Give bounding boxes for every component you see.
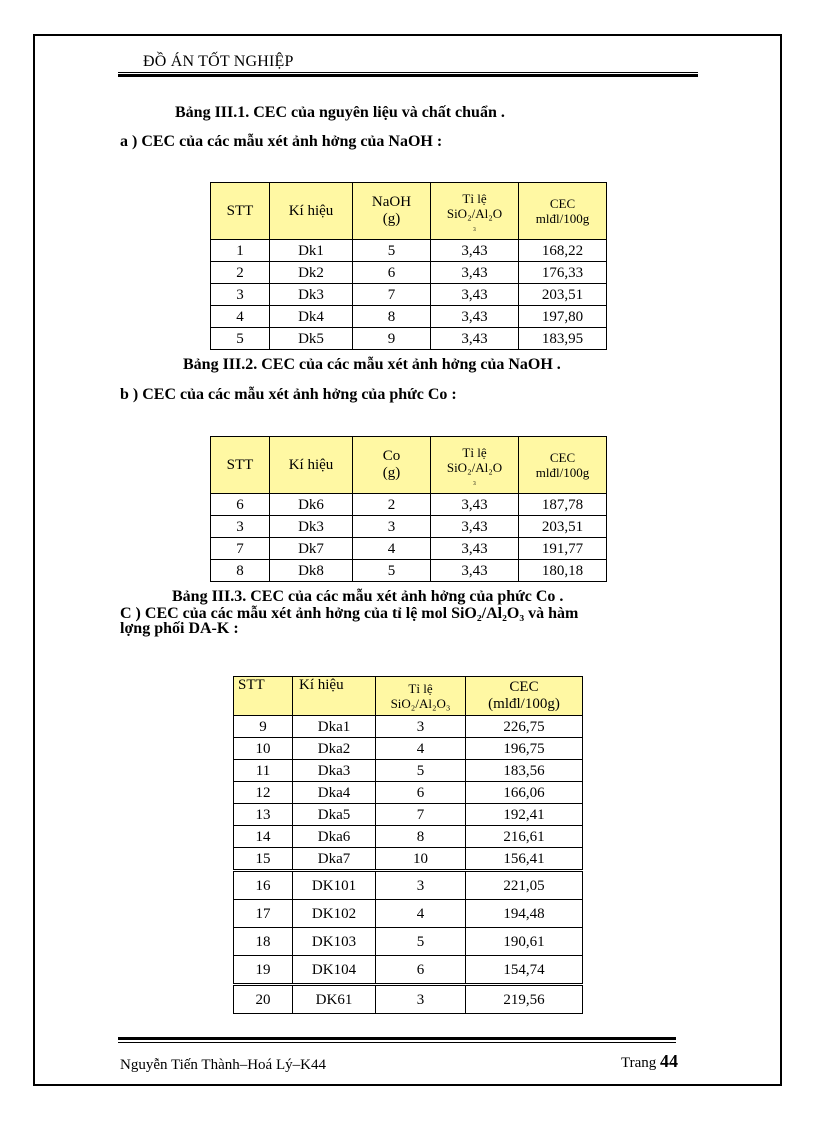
cell: 8: [353, 306, 431, 328]
table-row: [211, 560, 607, 582]
header-ratio-line2: SiO₂/Al₂O: [446, 460, 503, 475]
cell: 20: [234, 985, 293, 1014]
cell: Dk5: [270, 328, 353, 350]
cell: 3,43: [431, 516, 519, 538]
header-cec: [519, 183, 607, 240]
header-rule-thin: [118, 72, 698, 73]
cell: Dka3: [293, 760, 376, 782]
cell: 5: [376, 760, 466, 782]
cell: 4: [376, 900, 466, 928]
section-c-heading: [120, 606, 578, 636]
cell: 3,43: [431, 284, 519, 306]
cell: 14: [234, 826, 293, 848]
header-cec-line2: mlđl/100g: [535, 465, 590, 480]
header-ratio: [431, 183, 519, 240]
cell: 191,77: [519, 538, 607, 560]
table-row: [234, 985, 583, 1014]
header-cec-line1: CEC: [549, 450, 576, 465]
cell: Dka4: [293, 782, 376, 804]
page-number: 44: [660, 1051, 679, 1071]
cell: 15: [234, 848, 293, 871]
header-stt: STT: [234, 677, 293, 716]
table-row: [211, 262, 607, 284]
cell: 154,74: [466, 956, 583, 985]
header-co: [353, 437, 431, 494]
cell: 12: [234, 782, 293, 804]
header-ratio-line3: ₃: [472, 475, 477, 485]
cell: 187,78: [519, 494, 607, 516]
table-row: [211, 240, 607, 262]
table-row: [211, 494, 607, 516]
header-ratio-line1: Tỉ lệ: [462, 445, 487, 460]
cell: 16: [234, 871, 293, 900]
table-row: [234, 826, 583, 848]
cell: 11: [234, 760, 293, 782]
cell: 18: [234, 928, 293, 956]
cell: 1: [211, 240, 270, 262]
table-row: [211, 284, 607, 306]
header-ratio-line3: ₃: [472, 221, 477, 231]
cell: 7: [211, 538, 270, 560]
cell: 19: [234, 956, 293, 985]
table-header-row: [211, 183, 607, 240]
cell: 4: [211, 306, 270, 328]
cell: 3: [376, 716, 466, 738]
footer-author: Nguyễn Tiến Thành–Hoá Lý–K44: [120, 1057, 326, 1073]
table-row: [234, 848, 583, 871]
table-row: [234, 928, 583, 956]
cell: Dk8: [270, 560, 353, 582]
cell: 3,43: [431, 538, 519, 560]
page-indicator: [621, 1051, 678, 1072]
cell: 196,75: [466, 738, 583, 760]
cell: Dk6: [270, 494, 353, 516]
table-row: [211, 328, 607, 350]
cell: 6: [376, 782, 466, 804]
section-b-heading: b ) CEC của các mẫu xét ảnh hởng của phức Co :: [120, 386, 457, 403]
cell: 9: [353, 328, 431, 350]
header-cec-line2: mlđl/100g: [535, 211, 590, 226]
header-ratio: [376, 677, 466, 716]
cell: 6: [211, 494, 270, 516]
header-stt: STT: [211, 183, 270, 240]
cell: 3,43: [431, 262, 519, 284]
header-naoh-line1: NaOH: [371, 194, 412, 210]
table-row: [234, 871, 583, 900]
table3-title: Bảng III.3. CEC của các mẫu xét ảnh hởng của phức Co .: [172, 588, 564, 605]
footer-rule-thick: [118, 1037, 676, 1040]
table-row: [234, 900, 583, 928]
cell: 5: [353, 560, 431, 582]
header-ratio: [431, 437, 519, 494]
section-c-line1: C ) CEC của các mẫu xét ảnh hởng của tỉ lệ mol SiO₂/Al₂O₃ và hàm: [120, 605, 579, 622]
cell: 17: [234, 900, 293, 928]
header-cec-line2: (mlđl/100g): [488, 696, 560, 712]
cell: 194,48: [466, 900, 583, 928]
header-ratio-line1: Tỉ lệ: [462, 191, 487, 206]
cell: Dk4: [270, 306, 353, 328]
table-row: [234, 804, 583, 826]
cell: 3: [211, 516, 270, 538]
cell: 219,56: [466, 985, 583, 1014]
naoh-table: [210, 182, 607, 350]
cell: 221,05: [466, 871, 583, 900]
cell: 3: [376, 871, 466, 900]
cell: 9: [234, 716, 293, 738]
cell: 3: [211, 284, 270, 306]
cell: 168,22: [519, 240, 607, 262]
table-row: [234, 738, 583, 760]
table-row: [234, 782, 583, 804]
ratio-table: [233, 676, 583, 1014]
header-co-line2: (g): [382, 465, 401, 481]
table-row: [234, 956, 583, 985]
cell: 176,33: [519, 262, 607, 284]
cell: 3,43: [431, 240, 519, 262]
cell: 10: [376, 848, 466, 871]
cell: Dk3: [270, 284, 353, 306]
cell: 5: [211, 328, 270, 350]
header-cec: [466, 677, 583, 716]
header-ki-hieu: Kí hiệu: [293, 677, 376, 716]
cell: 2: [211, 262, 270, 284]
cell: 192,41: [466, 804, 583, 826]
table-header-row: [234, 677, 583, 716]
cell: 3,43: [431, 306, 519, 328]
cell: 13: [234, 804, 293, 826]
header-naoh-line2: (g): [382, 211, 401, 227]
cell: 183,56: [466, 760, 583, 782]
header-ratio-line1: Tỉ lệ: [408, 681, 433, 696]
cell: 3: [353, 516, 431, 538]
header-ki-hieu: Kí hiệu: [270, 183, 353, 240]
cell: 2: [353, 494, 431, 516]
cell: 6: [376, 956, 466, 985]
cell: 5: [353, 240, 431, 262]
section-a-heading: a ) CEC của các mẫu xét ảnh hởng của NaOH :: [120, 133, 443, 150]
cell: Dka5: [293, 804, 376, 826]
cell: DK101: [293, 871, 376, 900]
table-row: [234, 760, 583, 782]
cell: DK102: [293, 900, 376, 928]
header-cec: [519, 437, 607, 494]
cell: 7: [353, 284, 431, 306]
cell: 3,43: [431, 328, 519, 350]
cell: 8: [211, 560, 270, 582]
cell: 3,43: [431, 560, 519, 582]
header-naoh: [353, 183, 431, 240]
header-title: ĐỒ ÁN TỐT NGHIỆP: [143, 53, 294, 70]
header-ratio-line2: SiO₂/Al₂O: [446, 206, 503, 221]
cell: 166,06: [466, 782, 583, 804]
cell: Dk2: [270, 262, 353, 284]
cell: Dk1: [270, 240, 353, 262]
cell: 6: [353, 262, 431, 284]
cell: 5: [376, 928, 466, 956]
cell: 203,51: [519, 284, 607, 306]
cell: 226,75: [466, 716, 583, 738]
header-rule-thick: [118, 74, 698, 77]
cell: 3,43: [431, 494, 519, 516]
header-stt: STT: [211, 437, 270, 494]
cell: 4: [376, 738, 466, 760]
table-header-row: [211, 437, 607, 494]
section-c-line2: lợng phối DA-K :: [120, 620, 239, 637]
cell: DK104: [293, 956, 376, 985]
cell: 203,51: [519, 516, 607, 538]
header-co-line1: Co: [382, 448, 401, 464]
cell: 183,95: [519, 328, 607, 350]
table-row: [211, 516, 607, 538]
cell: Dk7: [270, 538, 353, 560]
table-row: [211, 306, 607, 328]
table-row: [234, 716, 583, 738]
table1-title: Bảng III.1. CEC của nguyên liệu và chất chuẩn .: [175, 104, 505, 121]
cell: DK103: [293, 928, 376, 956]
header-ki-hieu: Kí hiệu: [270, 437, 353, 494]
footer-rule-thin: [118, 1042, 676, 1043]
header-cec-line1: CEC: [509, 679, 539, 695]
page-label: Trang: [621, 1055, 657, 1071]
header-cec-line1: CEC: [549, 196, 576, 211]
table2-title: Bảng III.2. CEC của các mẫu xét ảnh hởng của NaOH .: [183, 356, 561, 373]
cell: 156,41: [466, 848, 583, 871]
cell: 180,18: [519, 560, 607, 582]
cell: 7: [376, 804, 466, 826]
cell: Dka1: [293, 716, 376, 738]
cell: 3: [376, 985, 466, 1014]
cell: Dka7: [293, 848, 376, 871]
cell: DK61: [293, 985, 376, 1014]
cell: 4: [353, 538, 431, 560]
co-table: [210, 436, 607, 582]
cell: 197,80: [519, 306, 607, 328]
header-ratio-line2: SiO₂/Al₂O₃: [390, 696, 451, 711]
cell: 190,61: [466, 928, 583, 956]
cell: 216,61: [466, 826, 583, 848]
cell: Dka2: [293, 738, 376, 760]
cell: 10: [234, 738, 293, 760]
cell: Dka6: [293, 826, 376, 848]
table-row: [211, 538, 607, 560]
cell: 8: [376, 826, 466, 848]
cell: Dk3: [270, 516, 353, 538]
